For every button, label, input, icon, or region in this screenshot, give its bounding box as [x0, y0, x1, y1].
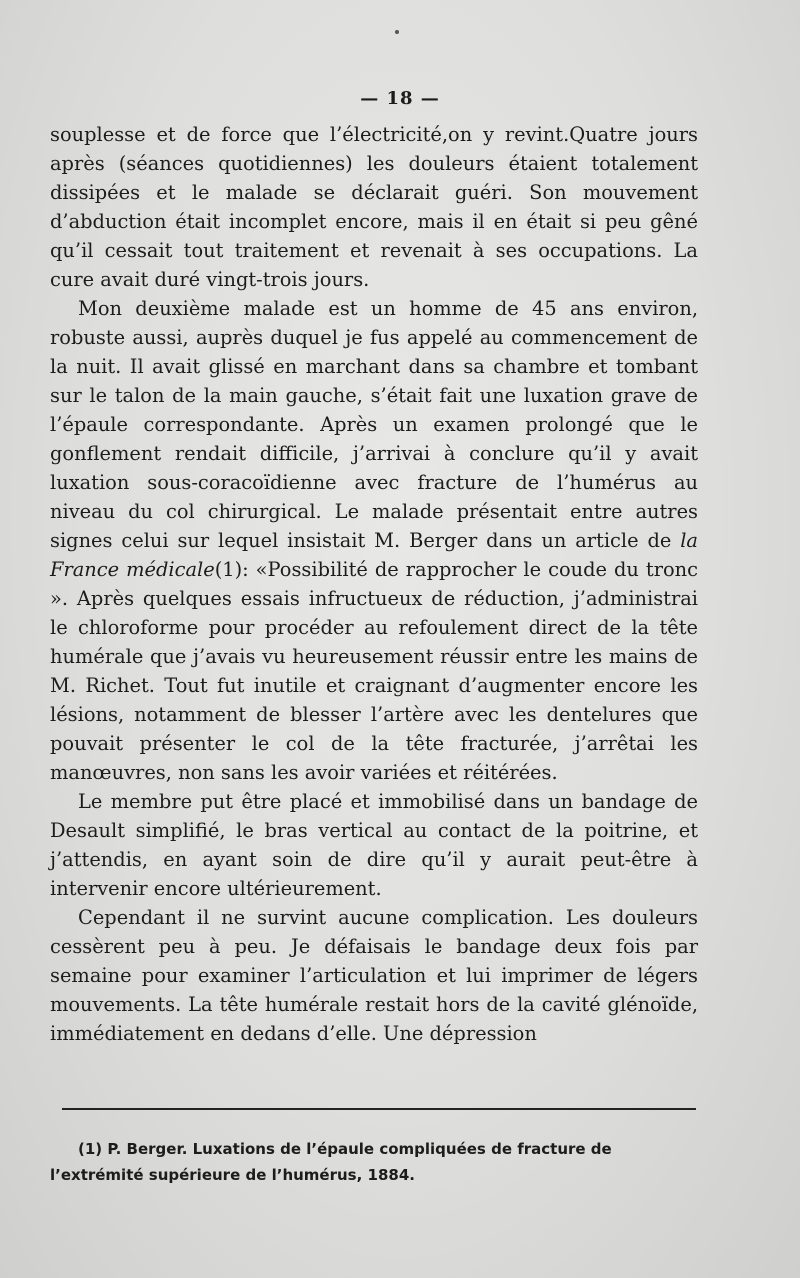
page-number: — 18 — [360, 88, 440, 109]
footnote-reference: (1) [214, 558, 243, 581]
footnote-divider [62, 1108, 696, 1110]
paragraph-1: souplesse et de force que l’électricité,on y revint.Quatre jours après (séances quotidiennes) les douleurs étaient totalement dissipées et le malade se déclarait guéri. Son mouvement d’abduction était incomplet encore, mais il en était si peu gêné qu’il cessait tout traitement et revenait à ses occupations. La cure avait duré vingt-trois jours. [50, 123, 698, 291]
paragraph-2-text: Mon deuxième malade est un homme de 45 ans environ, robuste aussi, auprès duquel je fus appelé au commencement de la nuit. Il avait glissé en marchant dans sa chambre et tombant sur le talon de la main gauche, s’était fait une luxation grave de l’épaule correspondante. Après un examen prolongé que le gonflement rendait difficile, j’arrivai à conclure qu’il y avait luxation sous-coracoïdienne avec fracture de l’humérus au niveau du col chirurgical. Le malade présentait entre autres signes celui sur lequel insistait M. Berger dans un article de [50, 297, 698, 552]
paragraph-2 [50, 294, 698, 787]
ink-speck [395, 30, 399, 34]
journal-title: la France médicale [50, 529, 698, 581]
paragraph-3: Le membre put être placé et immobilisé dans un bandage de Desault simplifié, le bras vertical au contact de la poitrine, et j’attendis, en ayant soin de dire qu’il y aurait peut-être à intervenir encore ultérieurement. [50, 790, 698, 900]
body-text [50, 120, 698, 1048]
footnote [50, 1136, 710, 1188]
paragraph-4: Cependant il ne survint aucune complication. Les douleurs cessèrent peu à peu. Je défaisais le bandage deux fois par semaine pour examiner l’articulation et lui imprimer de légers mouvements. La tête humérale restait hors de la cavité glénoïde, immédiatement en dedans d’elle. Une dépression [50, 906, 698, 1045]
paragraph-2-continuation: : «Possibilité de rapprocher le coude du tronc ». Après quelques essais infructueux de réduction, j’administrai le chloroforme pour procéder au refoulement direct de la tête humérale que j’avais vu heureusement réussir entre les mains de M. Richet. Tout fut inutile et craignant d’augmenter encore les lésions, notamment de blesser l’artère avec les dentelures que pouvait présenter le col de la tête fracturée, j’arrêtai les manœuvres, non sans les avoir variées et réitérées. [50, 558, 698, 784]
footnote-text: (1) P. Berger. Luxations de l’épaule compliquées de fracture de l’extrémité supérieure de l’humérus, 1884. [50, 1140, 612, 1184]
